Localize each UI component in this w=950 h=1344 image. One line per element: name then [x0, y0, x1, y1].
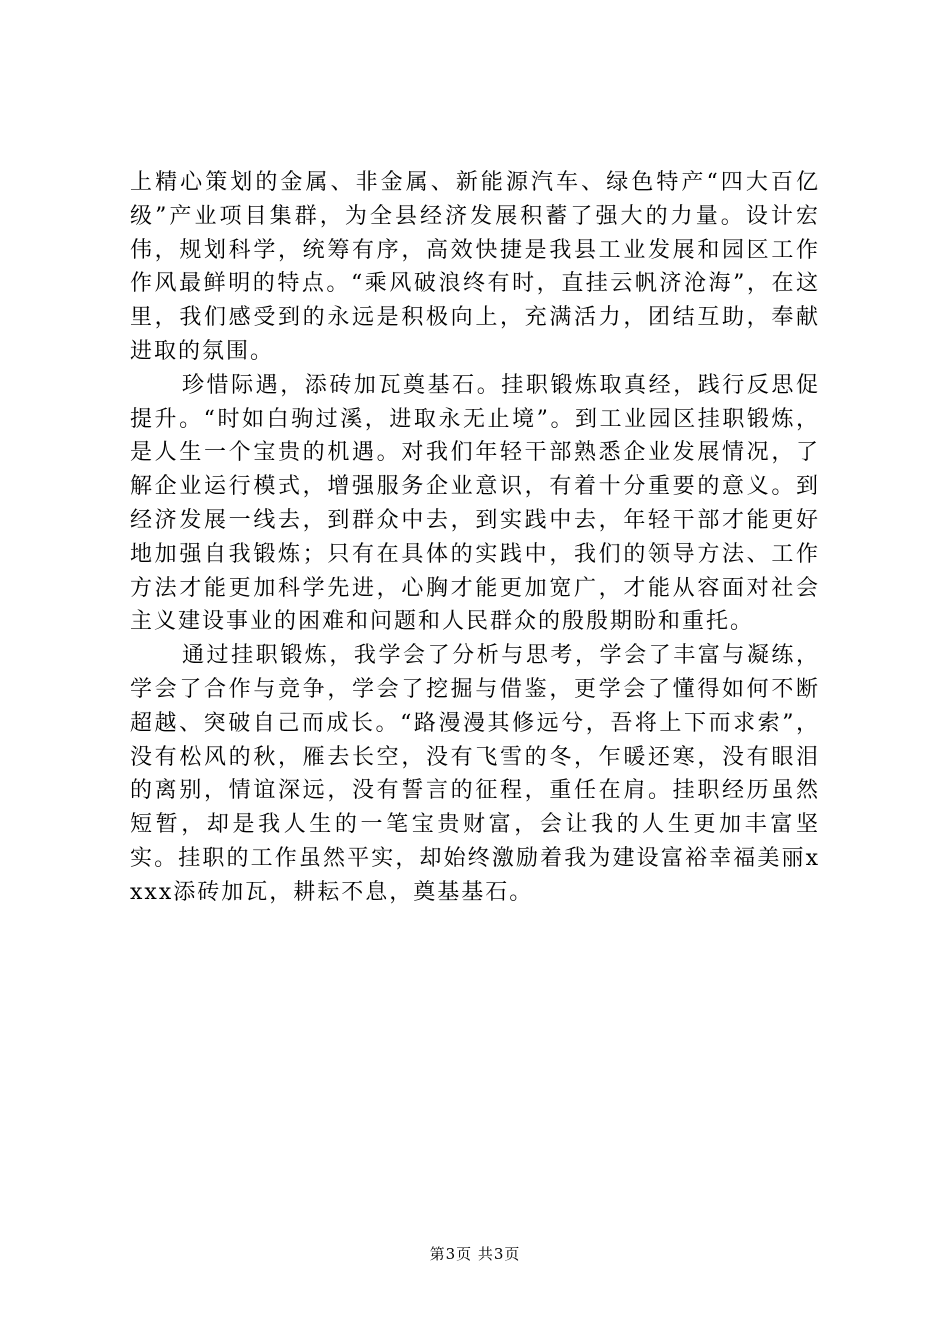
paragraph-3: 通过挂职锻炼，我学会了分析与思考，学会了丰富与凝练，学会了合作与竞争，学会了挖掘与借鉴，更学会了懂得如何不断超越、突破自己而成长。“路漫漫其修远兮，吾将上下而求索”，没有松风的秋，雁去长空，没有飞雪的冬，乍暖还寒，没有眼泪的离别，情谊深远，没有誓言的征程，重任在肩。挂职经历虽然短暂，却是我人生的一笔宝贵财富，会让我的人生更加丰富坚实。挂职的工作虽然平实，却始终激励着我为建设富裕幸福美丽xxxx添砖加瓦，耕耘不息，奠基基石。: [130, 643, 820, 905]
paragraph-1: 上精心策划的金属、非金属、新能源汽车、绿色特产“四大百亿级”产业项目集群，为全县经济发展积蓄了强大的力量。设计宏伟，规划科学，统筹有序，高效快捷是我县工业发展和园区工作作风最鲜明的特点。“乘风破浪终有时，直挂云帆济沧海”，在这里，我们感受到的永远是积极向上，充满活力，团结互助，奉献进取的氛围。: [130, 170, 820, 364]
page-footer: 第3页 共3页: [429, 1245, 521, 1263]
paragraph-2: 珍惜际遇，添砖加瓦奠基石。挂职锻炼取真经，践行反思促提升。“时如白驹过溪，进取永无止境”。到工业园区挂职锻炼，是人生一个宝贵的机遇。对我们年轻干部熟悉企业发展情况，了解企业运行模式，增强服务企业意识，有着十分重要的意义。到经济发展一线去，到群众中去，到实践中去，年轻干部才能更好地加强自我锻炼；只有在具体的实践中，我们的领导方法、工作方法才能更加科学先进，心胸才能更加宽广，才能从容面对社会主义建设事业的困难和问题和人民群众的殷殷期盼和重托。: [130, 372, 820, 635]
document-body: [130, 166, 820, 910]
